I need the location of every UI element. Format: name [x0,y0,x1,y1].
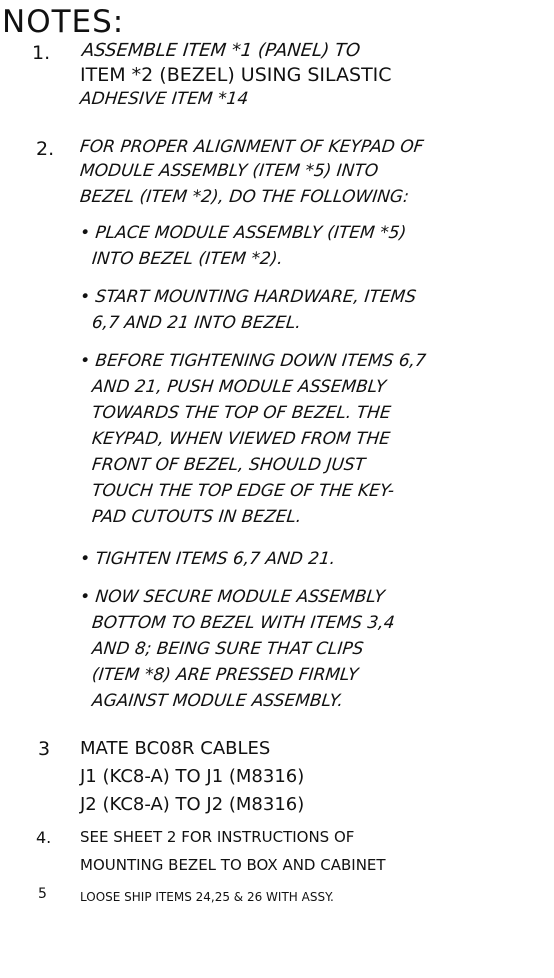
note-2-bullet-line: • START MOUNTING HARDWARE, ITEMS [78,287,418,307]
note-1-line: ADHESIVE ITEM *14 [78,89,250,109]
note-number-2: 2. [36,138,55,160]
note-2-line: BEZEL (ITEM *2), DO THE FOLLOWING: [78,187,410,207]
note-1-line: ITEM *2 (BEZEL) USING SILASTIC [80,64,392,86]
note-4-line: SEE SHEET 2 FOR INSTRUCTIONS OF [80,828,355,846]
note-2-bullet-line: • BEFORE TIGHTENING DOWN ITEMS 6,7 [78,351,427,371]
note-2-bullet-line: INTO BEZEL (ITEM *2). [90,249,284,269]
note-2-bullet-line: AND 21, PUSH MODULE ASSEMBLY [90,377,388,397]
note-number-5: 5 [38,886,47,902]
note-2-bullet-line: AGAINST MODULE ASSEMBLY. [90,691,345,711]
note-4-line: MOUNTING BEZEL TO BOX AND CABINET [80,856,386,874]
note-2-bullet-line: • TIGHTEN ITEMS 6,7 AND 21. [78,549,337,569]
note-number-1: 1. [32,42,51,64]
note-2-bullet-line: KEYPAD, WHEN VIEWED FROM THE [90,429,392,449]
note-2-bullet-line: TOUCH THE TOP EDGE OF THE KEY- [90,481,396,501]
note-1-line: ASSEMBLE ITEM *1 (PANEL) TO [80,40,362,61]
note-3-line: J1 (KC8-A) TO J1 (M8316) [80,766,305,787]
page-title: NOTES: [2,4,125,40]
note-2-bullet-line: TOWARDS THE TOP OF BEZEL. THE [90,403,392,423]
note-2-line: MODULE ASSEMBLY (ITEM *5) INTO [78,161,380,181]
note-2-bullet-line: FRONT OF BEZEL, SHOULD JUST [90,455,367,475]
note-2-bullet-line: • PLACE MODULE ASSEMBLY (ITEM *5) [78,223,408,243]
note-3-line: MATE BC08R CABLES [80,738,271,759]
note-number-4: 4. [36,828,52,847]
note-2-bullet-line: (ITEM *8) ARE PRESSED FIRMLY [90,665,360,685]
note-2-bullet-line: 6,7 AND 21 INTO BEZEL. [90,313,302,333]
note-number-3: 3 [38,738,51,760]
note-2-bullet-line: BOTTOM TO BEZEL WITH ITEMS 3,4 [90,613,396,633]
note-5-line: LOOSE SHIP ITEMS 24,25 & 26 WITH ASSY. [80,890,334,904]
note-2-bullet-line: AND 8; BEING SURE THAT CLIPS [90,639,365,659]
note-2-bullet-line: PAD CUTOUTS IN BEZEL. [90,507,303,527]
note-2-bullet-line: • NOW SECURE MODULE ASSEMBLY [78,587,386,607]
note-3-line: J2 (KC8-A) TO J2 (M8316) [80,794,305,815]
note-2-line: FOR PROPER ALIGNMENT OF KEYPAD OF [78,137,425,157]
